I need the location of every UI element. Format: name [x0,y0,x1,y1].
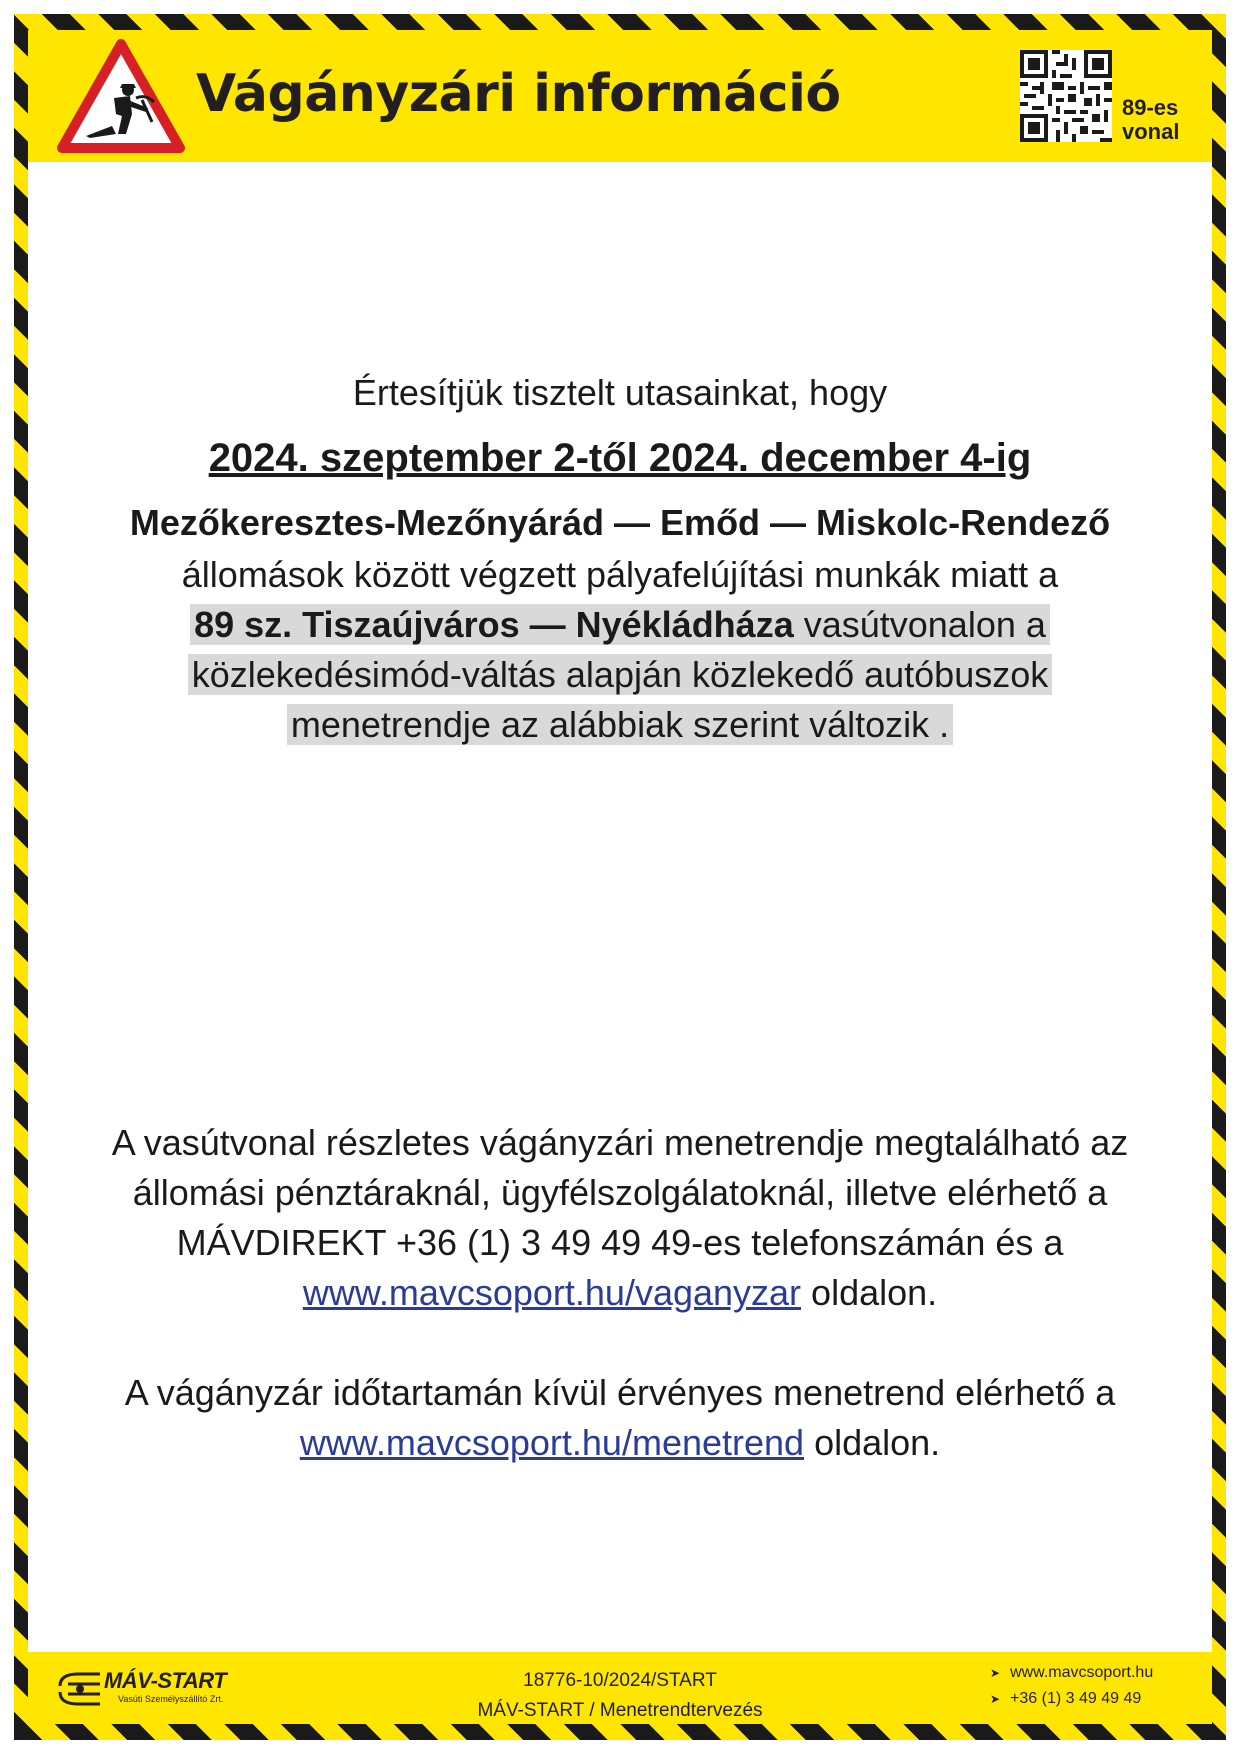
validity-after-link: oldalon. [804,1422,941,1463]
line-number-label [1122,96,1212,144]
footer-website[interactable]: www.mavcsoport.hu [1010,1664,1154,1681]
validity-line-2 [40,1418,1200,1468]
document-reference [420,1666,820,1726]
regular-timetable-info [40,1368,1200,1468]
document-number: 18776-10/2024/START [523,1670,717,1691]
page-content-area [28,30,1212,1724]
detail-line-1: A vasútvonal részletes vágányzári menetrendje megtalálható az [111,1122,1129,1163]
menetrend-link[interactable]: www.mavcsoport.hu/menetrend [299,1422,805,1463]
chevron-right-icon: ➤ [990,1692,1001,1706]
document-department: MÁV-START / Menetrendtervezés [477,1700,763,1721]
detail-line-2: állomási pénztáraknál, ügyfélszolgálatoknál, illetve elérhető a [132,1172,1108,1213]
detailed-timetable-info [40,1118,1200,1318]
railway-line-name: 89 sz. Tiszaújváros — Nyékládháza [194,604,794,645]
page-title: Vágányzári információ [196,64,841,124]
detail-line-4 [40,1268,1200,1318]
affected-stations: Mezőkeresztes-Mezőnyárád — Emőd — Miskolc-Rendező [129,502,1111,543]
line-word: vonal [1122,119,1180,144]
qr-code-icon[interactable] [1020,50,1112,142]
validity-line-1: A vágányzár időtartamán kívül érvényes menetrend elérhető a [124,1372,1116,1413]
closure-reason: állomások között végzett pályafelújítási munkák miatt a [181,554,1059,595]
line-rest-text: vasútvonalon a [793,604,1046,645]
detail-line-3: MÁVDIREKT +36 (1) 3 49 49 49-es telefonszámán és a [176,1222,1064,1263]
footer-phone[interactable]: +36 (1) 3 49 49 49 [1010,1690,1142,1707]
replacement-bus-notice [40,600,1200,750]
intro-text: Értesítjük tisztelt utasainkat, hogy [352,372,888,413]
logo-subtitle: Vasúti Személyszállító Zrt. [118,1694,224,1704]
schedule-change-text: menetrendje az alábbiak szerint változik . [287,704,953,745]
detail-after-link: oldalon. [801,1272,938,1313]
website-row [990,1660,1210,1686]
closure-dates: 2024. szeptember 2-től 2024. december 4-ig [208,436,1032,480]
vaganyzar-link[interactable]: www.mavcsoport.hu/vaganyzar [302,1272,802,1313]
logo-wordmark: MÁV-START [104,1668,227,1693]
contact-info [990,1660,1210,1712]
line-name-row [190,604,1050,645]
bus-mode-text: közlekedésimód-váltás alapján közlekedő autóbuszok [188,654,1053,695]
chevron-right-icon: ➤ [990,1666,1001,1680]
road-work-warning-icon [56,38,186,154]
phone-row [990,1686,1210,1712]
line-number: 89-es [1122,95,1179,120]
